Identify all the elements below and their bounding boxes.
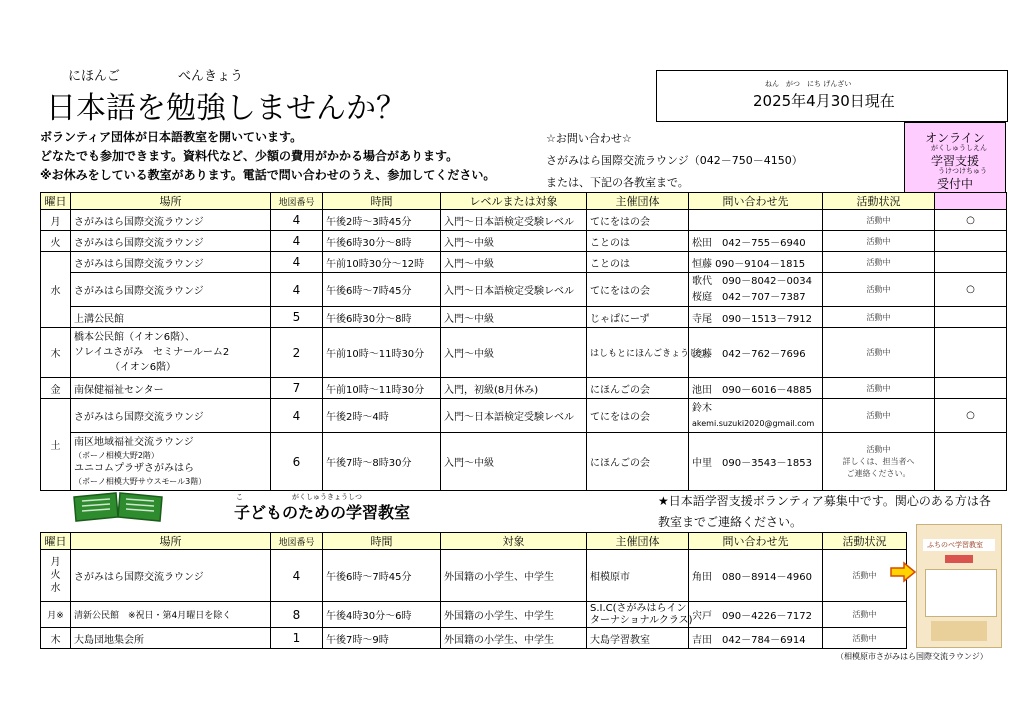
- table-row: [41, 399, 1007, 433]
- level-cell: 入門～日本語検定受験レベル: [441, 273, 587, 307]
- flyer-body: [925, 569, 997, 617]
- place-line: （イオン6階）: [110, 362, 177, 373]
- status-line: ご連絡ください。: [846, 468, 911, 478]
- status-cell: 活動中: [823, 550, 907, 602]
- place-cell: さがみはら国際交流ラウンジ: [71, 273, 271, 307]
- place-cell: さがみはら国際交流ラウンジ: [71, 399, 271, 433]
- place-cell: 清新公民館 ※祝日・第4月曜日を除く: [71, 602, 271, 628]
- contact-line: 鈴木: [692, 402, 712, 414]
- day-cell: 木: [41, 328, 71, 378]
- col-map-number: 地図番号: [271, 193, 323, 210]
- map-cell: 4: [271, 210, 323, 231]
- table-row: [41, 210, 1007, 231]
- time-cell: 午後2時～4時: [323, 399, 441, 433]
- table-row: [41, 307, 1007, 328]
- online-cell: ○: [935, 399, 1007, 433]
- org-cell: ことのは: [587, 231, 689, 252]
- status-cell: 活動中: [823, 628, 907, 649]
- place-cell: さがみはら国際交流ラウンジ: [71, 252, 271, 273]
- org-cell: てにをはの会: [587, 399, 689, 433]
- status-cell: 活動中: [823, 210, 935, 231]
- level-cell: 入門～中級: [441, 252, 587, 273]
- place-cell: さがみはら国際交流ラウンジ: [71, 550, 271, 602]
- col-contact: 問い合わせ先: [689, 193, 823, 210]
- col-day: 曜日: [41, 193, 71, 210]
- col-time: 時間: [323, 193, 441, 210]
- level-cell: 入門～日本語検定受験レベル: [441, 210, 587, 231]
- place-line: （ボーノ相模大野サウスモール3階）: [74, 476, 207, 486]
- contact-cell: 吉田 042－784－6914: [689, 628, 823, 649]
- table-row: [41, 628, 907, 649]
- map-cell: 6: [271, 433, 323, 491]
- flyer-illustration: [931, 621, 987, 641]
- org-cell: にほんごの会: [587, 378, 689, 399]
- col-place: 場所: [71, 193, 271, 210]
- level-cell: 入門，初級(8月休み): [441, 378, 587, 399]
- map-cell: 4: [271, 550, 323, 602]
- table-row: [41, 433, 1007, 491]
- online-cell: [935, 231, 1007, 252]
- day-cell: 木: [41, 628, 71, 649]
- online-line2-ruby: がくしゅうしえん: [931, 144, 987, 152]
- level-cell: 入門～中級: [441, 307, 587, 328]
- level-cell: 入門～中級: [441, 231, 587, 252]
- intro-line-1: ボランティア団体が日本語教室を開いています。: [40, 130, 303, 144]
- map-cell: 4: [271, 231, 323, 252]
- contact-cell: 角田 080－8914－4960: [689, 550, 823, 602]
- place-cell: 大島団地集会所: [71, 628, 271, 649]
- contact-cell: [689, 210, 823, 231]
- status-cell: 活動中: [823, 378, 935, 399]
- map-cell: 2: [271, 328, 323, 378]
- status-cell: 活動中: [823, 602, 907, 628]
- time-cell: 午後7時～9時: [323, 628, 441, 649]
- map-cell: 7: [271, 378, 323, 399]
- col-map-number: 地図番号: [271, 533, 323, 550]
- org-cell: 大島学習教室: [587, 628, 689, 649]
- map-cell: 8: [271, 602, 323, 628]
- arrow-right-icon: [890, 562, 916, 586]
- col-target: 対象: [441, 533, 587, 550]
- time-cell: 午後2時～3時45分: [323, 210, 441, 231]
- kids-classes-table: [40, 532, 907, 649]
- table-row: [41, 550, 907, 602]
- time-cell: 午後7時～8時30分: [323, 433, 441, 491]
- online-cell: ○: [935, 273, 1007, 307]
- map-cell: 4: [271, 399, 323, 433]
- volunteer-recruit-line-1: ★日本語学習支援ボランティア募集中です。関心のある方は各: [658, 494, 991, 508]
- org-cell: はしもとにほんごきょうしつ: [587, 328, 689, 378]
- online-line2: 学習支援: [930, 154, 979, 168]
- level-cell: 入門～中級: [441, 433, 587, 491]
- level-cell: 入門～日本語検定受験レベル: [441, 399, 587, 433]
- contact-cell: 松田 042－755－6940: [689, 231, 823, 252]
- target-cell: 外国籍の小学生、中学生: [441, 602, 587, 628]
- day-cell: 月 火 水: [41, 550, 71, 602]
- date-text: 2025年4月30日現在: [753, 92, 895, 110]
- contact-cell: 後藤 042－762－7696: [689, 328, 823, 378]
- volunteer-recruit-line-2: 教室までご連絡ください。: [658, 515, 803, 529]
- status-line: 詳しくは、担当者へ: [842, 456, 915, 466]
- map-cell: 4: [271, 273, 323, 307]
- online-cell: [935, 252, 1007, 273]
- place-line: 橋本公民館（イオン6階）、: [74, 332, 196, 343]
- col-place: 場所: [71, 533, 271, 550]
- day-cell: 月※: [41, 602, 71, 628]
- level-cell: 入門～中級: [441, 328, 587, 378]
- org-cell: てにをはの会: [587, 273, 689, 307]
- time-cell: 午前10時～11時30分: [323, 328, 441, 378]
- col-organizer: 主催団体: [587, 193, 689, 210]
- place-cell: さがみはら国際交流ラウンジ: [71, 231, 271, 252]
- org-cell: 相模原市: [587, 550, 689, 602]
- status-cell: 活動中: [823, 328, 935, 378]
- map-cell: 4: [271, 252, 323, 273]
- target-cell: 外国籍の小学生、中学生: [441, 628, 587, 649]
- org-cell: [587, 602, 693, 628]
- status-cell: [823, 433, 935, 491]
- time-cell: 午後6時30分～8時: [323, 231, 441, 252]
- table-row: [41, 602, 907, 628]
- online-line3-ruby: うけつけちゅう: [938, 167, 987, 175]
- time-cell: 午後6時～7時45分: [323, 273, 441, 307]
- status-cell: 活動中: [823, 252, 935, 273]
- place-line: （ボーノ相模大野2階）: [74, 450, 159, 460]
- col-contact: 問い合わせ先: [689, 533, 823, 550]
- flyer-title: ふちのべ学習教室: [927, 541, 983, 549]
- org-line: S.I.C(さがみはらイン: [590, 602, 687, 614]
- title-ruby-benkyou: べんきょう: [178, 69, 244, 84]
- org-cell: てにをはの会: [587, 210, 689, 231]
- contact-cell: [689, 273, 823, 307]
- col-level: レベルまたは対象: [441, 193, 587, 210]
- book-icon: [70, 489, 166, 529]
- col-day: 曜日: [41, 533, 71, 550]
- place-cell: さがみはら国際交流ラウンジ: [71, 210, 271, 231]
- place-cell: 上溝公民館: [71, 307, 271, 328]
- place-cell: [71, 433, 271, 491]
- day-cell: 水: [41, 252, 71, 328]
- org-cell: にほんごの会: [587, 433, 689, 491]
- contact-lounge: さがみはら国際交流ラウンジ（042－750－4150）: [546, 154, 803, 167]
- table-row: [41, 378, 1007, 399]
- online-cell: [935, 433, 1007, 491]
- contact-email: akemi.suzuki2020@gmail.com: [692, 418, 815, 428]
- contact-cell: [689, 399, 823, 433]
- org-cell: じゃぱにーず: [587, 307, 689, 328]
- time-cell: 午前10時30分～12時: [323, 252, 441, 273]
- org-cell: ことのは: [587, 252, 689, 273]
- contact-cell: 池田 090－6016－4885: [689, 378, 823, 399]
- table-row: [41, 273, 1007, 307]
- col-status: 活動状況: [823, 193, 935, 210]
- contact-line: 歌代 090－8042－0034: [692, 275, 812, 287]
- col-online: [935, 193, 1007, 210]
- status-cell: 活動中: [823, 307, 935, 328]
- time-cell: 午前10時～11時30分: [323, 378, 441, 399]
- status-cell: 活動中: [823, 231, 935, 252]
- online-label: オンライン: [925, 131, 985, 145]
- place-line: ユニコムプラザさがみはら: [74, 462, 194, 474]
- contact-line: 桜庭 042－707－7387: [692, 291, 806, 303]
- contact-cell: 中里 090－3543－1853: [689, 433, 823, 491]
- day-cell: 金: [41, 378, 71, 399]
- place-line: 南区地域福祉交流ラウンジ: [74, 436, 194, 448]
- status-cell: 活動中: [823, 273, 935, 307]
- table-header-row: [41, 533, 907, 550]
- time-cell: 午後6時30分～8時: [323, 307, 441, 328]
- online-cell: ○: [935, 210, 1007, 231]
- contact-cell: 恒藤 090－9104－1815: [689, 252, 823, 273]
- online-line3: 受付中: [936, 177, 973, 191]
- page-title: 日本語を勉強しませんか？: [46, 91, 406, 126]
- contact-heading: ☆お問い合わせ☆: [546, 132, 632, 145]
- time-cell: 午後6時～7時45分: [323, 550, 441, 602]
- date-box: [656, 70, 1008, 122]
- intro-line-2: どなたでも参加できます。資料代など、少額の費用がかかる場合があります。: [40, 149, 459, 163]
- place-cell: 南保健福祉センター: [71, 378, 271, 399]
- time-cell: 午後4時30分～6時: [323, 602, 441, 628]
- contact-each-class: または、下記の各教室まで。: [546, 176, 689, 189]
- table-header-row: [41, 193, 1007, 210]
- online-cell: [935, 328, 1007, 378]
- kids-section-title: 子どものための学習教室: [234, 503, 411, 522]
- flyer-badge: [945, 555, 973, 563]
- title-ruby-nihongo: にほんご: [68, 69, 121, 84]
- online-cell: [935, 378, 1007, 399]
- classes-table: [40, 192, 1007, 491]
- table-row: [41, 252, 1007, 273]
- day-cell: 火: [41, 231, 71, 252]
- day-cell: 土: [41, 399, 71, 491]
- map-cell: 5: [271, 307, 323, 328]
- flyer-caption: （相模原市さがみはら国際交流ラウンジ）: [836, 652, 988, 661]
- kids-title-ruby: こ がくしゅうきょうしつ: [236, 493, 362, 501]
- intro-line-3: ※お休みをしている教室があります。電話で問い合わせのうえ、参加してください。: [40, 168, 496, 182]
- table-row: [41, 328, 1007, 378]
- status-cell: 活動中: [823, 399, 935, 433]
- table-row: [41, 231, 1007, 252]
- contact-cell: 寺尾 090－1513－7912: [689, 307, 823, 328]
- col-status: 活動状況: [823, 533, 907, 550]
- date-ruby: ねん がつ にち げんざい: [765, 80, 852, 88]
- org-line: ターナショナルクラス): [590, 614, 693, 626]
- place-cell: [71, 328, 271, 378]
- online-cell: [935, 307, 1007, 328]
- col-time: 時間: [323, 533, 441, 550]
- place-line: ソレイユさがみ セミナールーム2: [74, 347, 230, 358]
- status-line: 活動中: [866, 444, 891, 454]
- target-cell: 外国籍の小学生、中学生: [441, 550, 587, 602]
- contact-cell: 宍戸 090－4226－7172: [689, 602, 823, 628]
- flyer-image: [916, 524, 1002, 648]
- day-cell: 月: [41, 210, 71, 231]
- map-cell: 1: [271, 628, 323, 649]
- col-organizer: 主催団体: [587, 533, 689, 550]
